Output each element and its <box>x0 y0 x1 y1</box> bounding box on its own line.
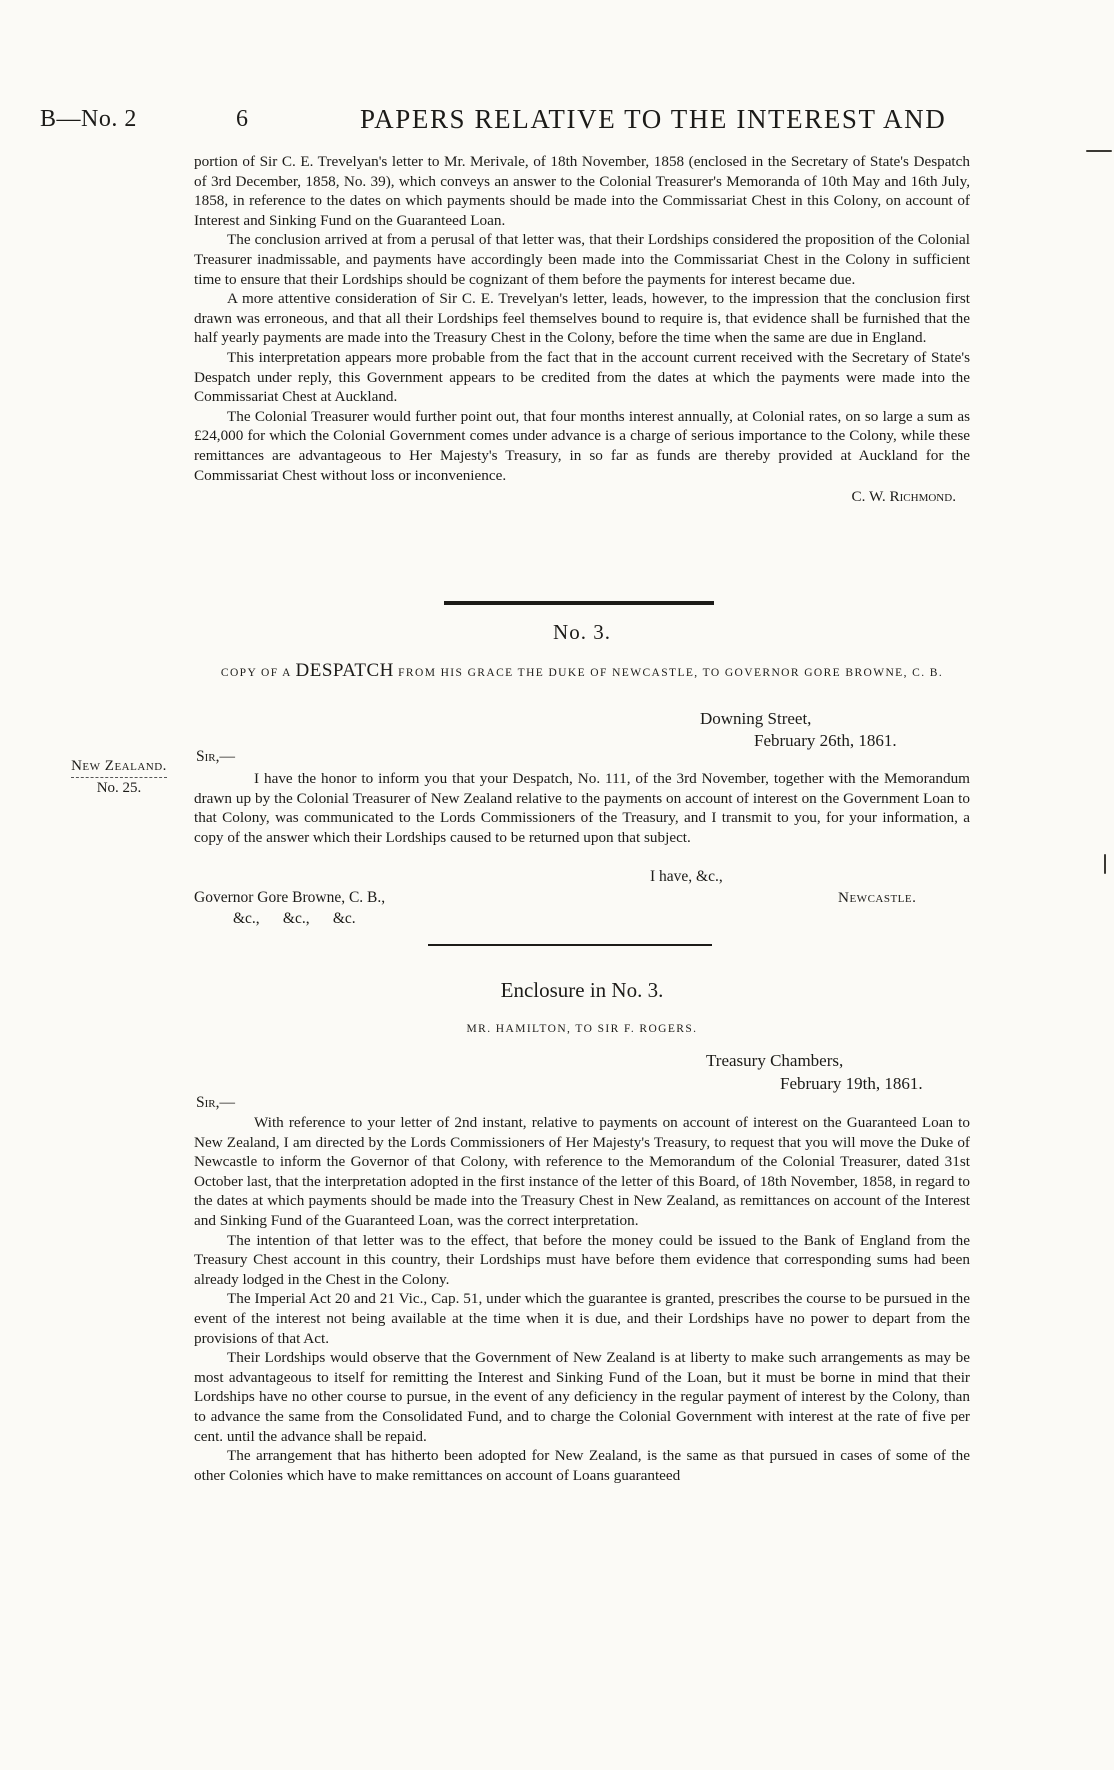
enclosure-paragraph: The intention of that letter was to the effect, that before the money could be issued to the Bank of England from the Treasury Chest account in this country, their Lordships must have before them evidence that corresponding sums had been already lodged in the Chest in the Colony. <box>194 1231 970 1288</box>
despatch-closing: I have, &c., <box>650 868 723 885</box>
memorandum-paragraph: The conclusion arrived at from a perusal of that letter was, that their Lordships considered the proposition of the Colonial Treasurer inadmissable, and payments have accordingly been made into the Commissariat Chest in the Colony in sufficient time to ensure that their Lordships should be cognizant of them before the payments for interest became due. <box>194 231 970 288</box>
margin-note <box>60 756 178 798</box>
despatch-salutation: Sir,— <box>196 748 235 765</box>
enclosure-paragraph: With reference to your letter of 2nd instant, relative to payments on account of interest on the Guaranteed Loan to New Zealand, I am directed by the Lords Commissioners of Her Majesty's Treasury, to request that you will move the Duke of Newcastle to inform the Governor of that Colony, with reference to the Memorandum of the Colonial Treasurer, dated 31st October last, that the interpretation adopted in the first instance of the letter of this Board, of 18th November, 1858, in regard to the dates at which payments should be made into the Treasury Chest in New Zealand, as remittances on account of the Interest and Sinking Fund of the Guaranteed Loan, was the correct interpretation. <box>194 1114 970 1229</box>
margin-place: New Zealand. <box>71 756 167 778</box>
enclosure-paragraph: The Imperial Act 20 and 21 Vic., Cap. 51, under which the guarantee is granted, prescribes the course to be pursued in the event of the interest not being available at the time when it is due, and their Lordships have no power to depart from the provisions of that Act. <box>194 1290 970 1347</box>
memorandum-paragraph: portion of Sir C. E. Trevelyan's letter to Mr. Merivale, of 18th November, 1858 (enclosed in the Secretary of State's Despatch of 3rd December, 1858, No. 39), which conveys an answer to the Colonial Treasurer's Memoranda of 10th May and 16th July, 1858, in reference to the dates on which payments should be made into the Commissariat Chest in this Colony, on account of Interest and Sinking Fund on the Guaranteed Loan. <box>194 153 970 229</box>
despatch-caption <box>194 662 970 682</box>
enclosure-body <box>194 1113 970 1485</box>
scan-mark <box>1104 854 1106 874</box>
despatch-place: Downing Street, <box>700 709 812 728</box>
caption-despatch-word: DESPATCH <box>295 660 394 681</box>
despatch-paragraph: I have the honor to inform you that your Despatch, No. 111, of the 3rd November, together with the Memorandum drawn up by the Colonial Treasurer of New Zealand relative to the payments on account of interest on the Government Loan to that Colony, was communicated to the Lords Commissioners of the Treasury, and I transmit to you, for your information, a copy of the answer which their Lordships caused to be returned upon that subject. <box>194 770 970 846</box>
despatch-addressee-etc: &c., &c., &c. <box>233 910 356 927</box>
enclosure-date: February 19th, 1861. <box>780 1074 923 1093</box>
memorandum-signature: C. W. Richmond. <box>851 488 956 506</box>
margin-number: No. 25. <box>96 780 142 796</box>
enclosure-salutation: Sir,— <box>196 1094 235 1111</box>
memorandum-continuation <box>194 152 970 507</box>
caption-suffix: FROM HIS GRACE THE DUKE OF NEWCASTLE, TO GOVERNOR GORE BROWNE, C. B. <box>398 667 944 679</box>
enclosure-subheading: MR. HAMILTON, TO SIR F. ROGERS. <box>466 1023 698 1035</box>
despatch-addressee: Governor Gore Browne, C. B., <box>194 889 386 906</box>
enclosure-heading: Enclosure in No. 3. <box>500 978 664 1002</box>
scan-mark <box>1086 150 1112 152</box>
section-divider <box>428 944 712 946</box>
enclosure-paragraph: The arrangement that has hitherto been adopted for New Zealand, is the same as that pursued in cases of some of the other Colonies which have to make remittances on account of Loans guaranteed <box>194 1447 970 1484</box>
section-divider <box>444 601 714 605</box>
memorandum-paragraph: A more attentive consideration of Sir C. E. Trevelyan's letter, leads, however, to the impression that the conclusion first drawn was erroneous, and that all their Lordships feel themselves bound to require is, that evidence shall be furnished that the half yearly payments are made into the Treasury Chest in the Colony, before the time when the same are due in England. <box>194 290 970 347</box>
despatch-body <box>194 769 970 847</box>
page-number: 6 <box>236 106 248 132</box>
despatch-date: February 26th, 1861. <box>754 731 897 750</box>
memorandum-paragraph: This interpretation appears more probable from the fact that in the account current received with the Secretary of State's Despatch under reply, this Government appears to be credited from the dates at which the payments were made into the Commissariat Chest at Auckland. <box>194 348 970 406</box>
enclosure-paragraph: Their Lordships would observe that the Government of New Zealand is at liberty to make such arrangements as may be most advantageous to itself for remitting the Interest and Sinking Fund of the Loan, but it must be borne in mind that their Lordships have no other course to pursue, in the event of any deficiency in the regular payment of interest by the Colony, than to advance the same from the Consolidated Fund, and to charge the Colonial Government with interest at the rate of five per cent. until the advance shall be repaid. <box>194 1349 970 1445</box>
caption-prefix: COPY OF A <box>220 667 292 679</box>
running-header <box>40 104 1070 138</box>
despatch-signature: Newcastle. <box>838 889 917 906</box>
despatch-number-heading: No. 3. <box>553 620 611 644</box>
enclosure-place: Treasury Chambers, <box>706 1051 844 1070</box>
paper-reference: B—No. 2 <box>40 106 137 132</box>
running-title: PAPERS RELATIVE TO THE INTEREST AND <box>360 104 947 134</box>
memorandum-paragraph: The Colonial Treasurer would further point out, that four months interest annually, at Colonial rates, on so large a sum as £24,000 for which the Colonial Government comes under advance is a charge of serious importance to the Colony, while these remittances are advantageous to Her Majesty's Treasury, in so far as funds are thereby provided at Auckland for the Commissariat Chest without loss or inconvenience. <box>194 407 970 484</box>
